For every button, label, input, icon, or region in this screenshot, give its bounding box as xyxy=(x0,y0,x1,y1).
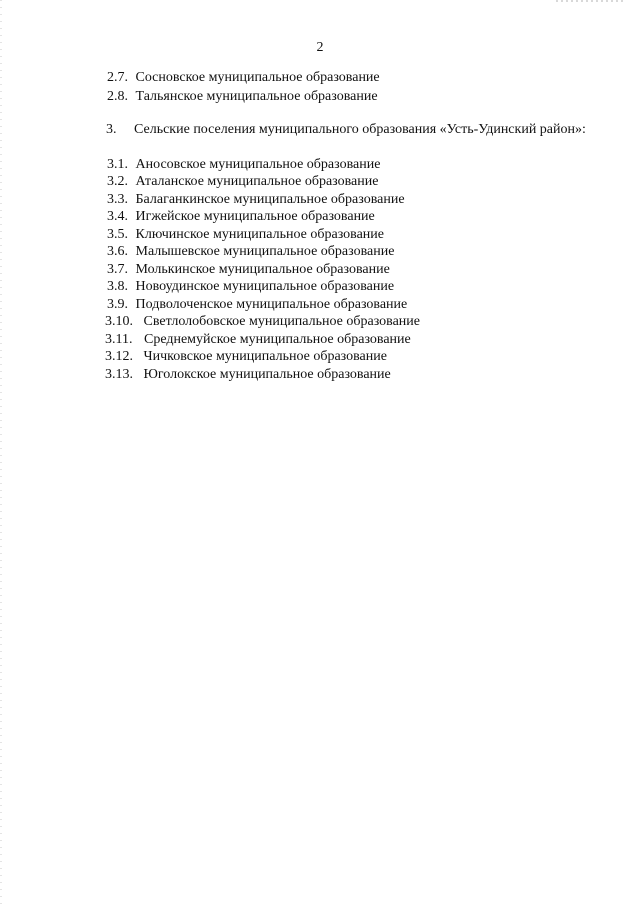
list-item xyxy=(107,157,380,173)
list-item-number: 3.13. xyxy=(105,367,133,382)
list-item xyxy=(107,89,378,105)
list-item-text: Сосновское муниципальное образование xyxy=(135,70,380,85)
list-item-text: Среднемуйское муниципальное образование xyxy=(143,332,411,347)
list-item xyxy=(107,174,378,190)
list-item-text: Малышевское муниципальное образование xyxy=(135,244,395,259)
list-item xyxy=(107,70,380,86)
list-item-text: Юголокское муниципальное образование xyxy=(143,367,391,382)
list-item-text: Игжейское муниципальное образование xyxy=(135,209,375,224)
list-item-text: Аносовское муниципальное образование xyxy=(135,157,381,172)
list-item-number: 3.8. xyxy=(107,279,128,294)
list-item-text: Тальянское муниципальное образование xyxy=(135,89,378,104)
scan-edge-artifact xyxy=(0,0,2,905)
section-heading xyxy=(106,122,596,138)
list-item-number: 3.10. xyxy=(105,314,133,329)
list-item xyxy=(105,367,391,383)
list-item xyxy=(105,314,420,330)
list-item-number: 3.2. xyxy=(107,174,128,189)
list-item xyxy=(105,332,411,348)
list-item-text: Новоудинское муниципальное образование xyxy=(135,279,395,294)
list-item-text: Светлолобовское муниципальное образование xyxy=(143,314,421,329)
section-number: 3. xyxy=(106,122,117,137)
list-item-number: 3.4. xyxy=(107,209,128,224)
list-item-number: 3.7. xyxy=(107,262,128,277)
list-item xyxy=(107,279,394,295)
list-item-text: Подволоченское муниципальное образование xyxy=(135,297,408,312)
scan-corner-artifact xyxy=(556,0,626,2)
list-item-text: Балаганкинское муниципальное образование xyxy=(135,192,405,207)
list-item-number: 2.7. xyxy=(107,70,128,85)
list-item-text: Молькинское муниципальное образование xyxy=(135,262,390,277)
list-item xyxy=(107,209,375,225)
list-item-number: 3.6. xyxy=(107,244,128,259)
list-item-number: 3.11. xyxy=(105,332,133,347)
list-item-text: Ключинское муниципальное образование xyxy=(135,227,384,242)
list-item-number: 2.8. xyxy=(107,89,128,104)
list-item xyxy=(105,349,387,365)
section-heading-text: Сельские поселения муниципального образования «Усть-Удинский район»: xyxy=(134,122,586,137)
list-item xyxy=(107,262,390,278)
list-item-text: Аталанское муниципальное образование xyxy=(135,174,379,189)
list-item-number: 3.5. xyxy=(107,227,128,242)
list-item xyxy=(107,227,384,243)
list-item-number: 3.12. xyxy=(105,349,133,364)
list-item-text: Чичковское муниципальное образование xyxy=(143,349,387,364)
list-item xyxy=(107,244,394,260)
list-item xyxy=(107,192,405,208)
page-number: 2 xyxy=(316,40,324,55)
list-item-number: 3.1. xyxy=(107,157,128,172)
list-item-number: 3.3. xyxy=(107,192,128,207)
list-item xyxy=(107,297,407,313)
list-item-number: 3.9. xyxy=(107,297,128,312)
